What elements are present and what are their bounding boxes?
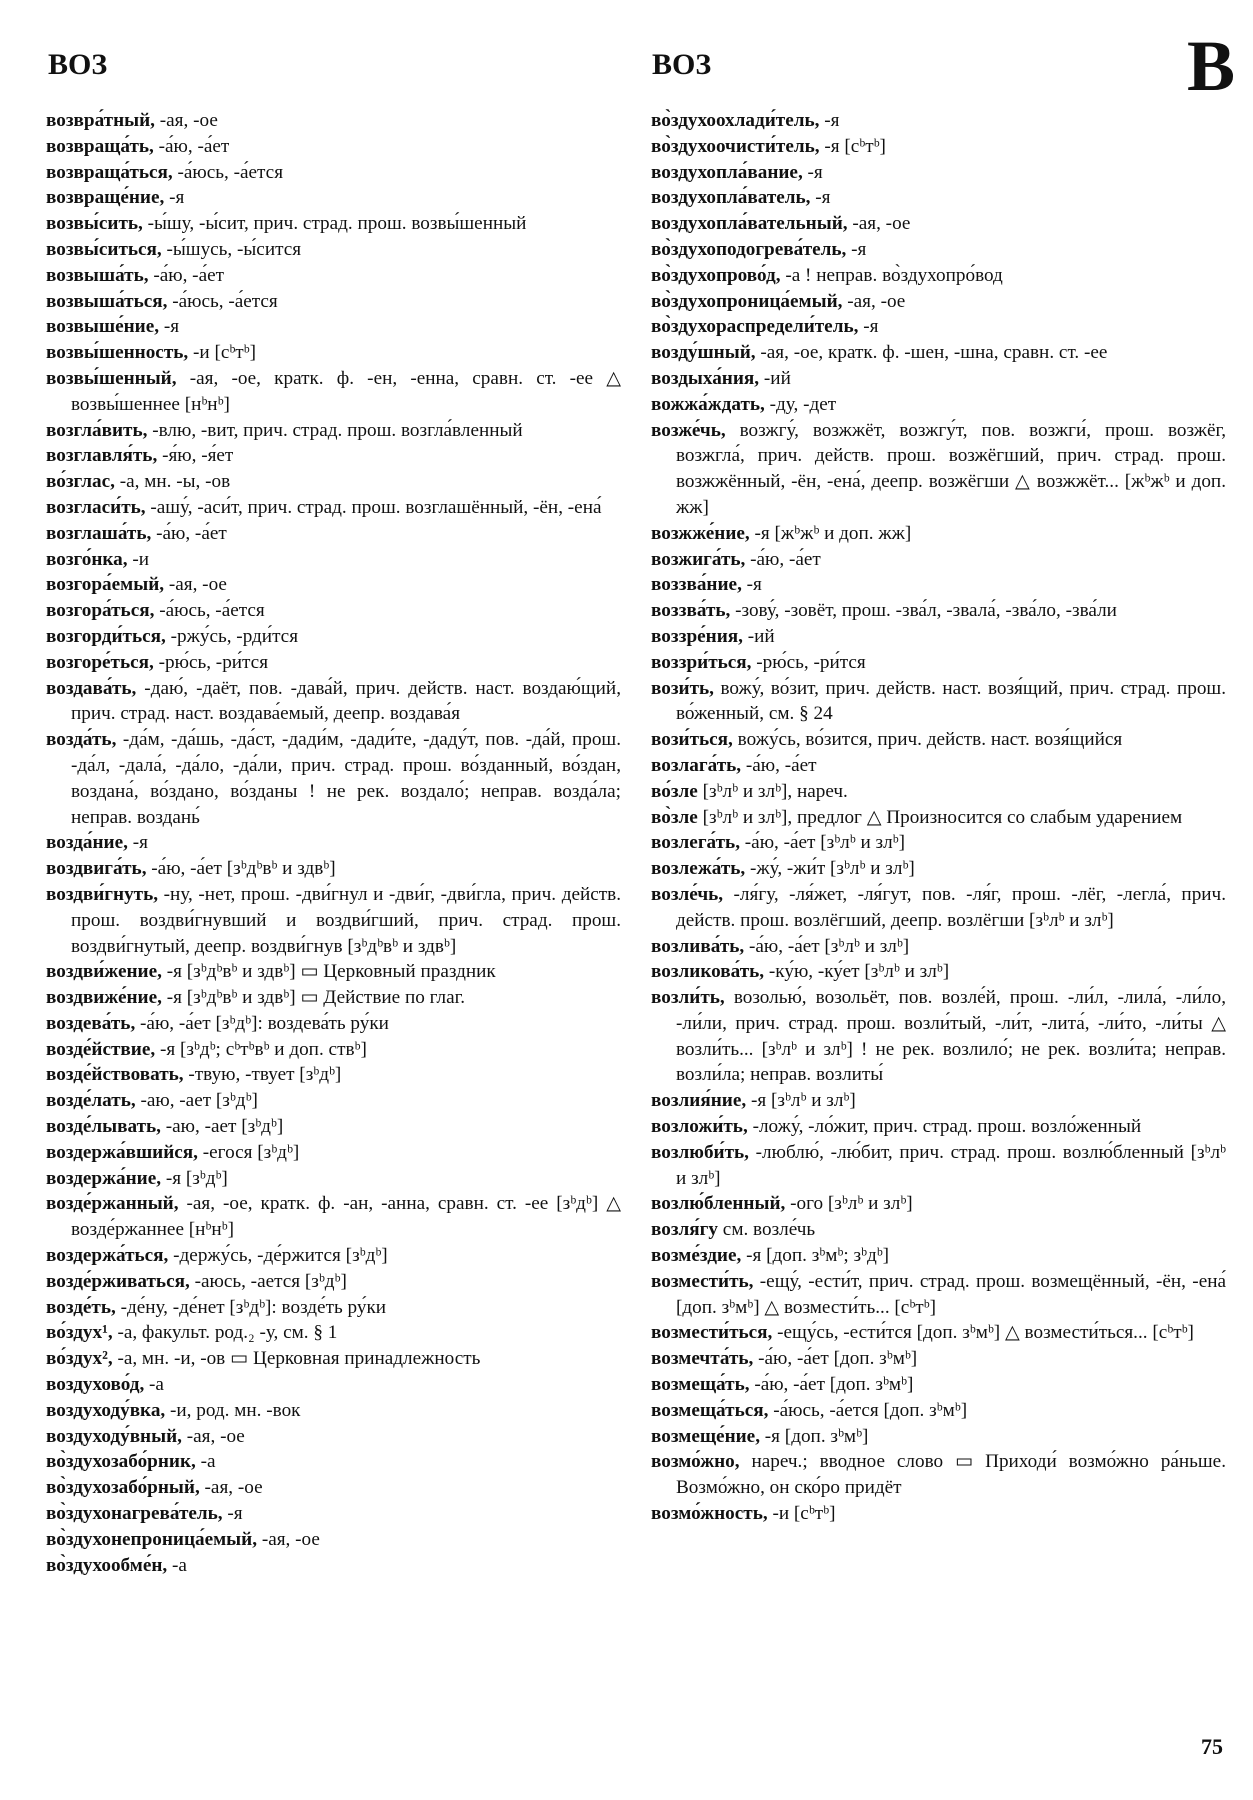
page-number: 75 xyxy=(1201,1734,1223,1759)
entry-body: -аю, -ает [зᵇдᵇ] xyxy=(160,1116,284,1138)
entry-headword: во́зле xyxy=(651,780,698,802)
dictionary-entry xyxy=(46,1011,621,1037)
entry-headword: возмеща́ться, xyxy=(651,1399,769,1421)
entry-headword: возвы́шенность, xyxy=(46,342,189,364)
entry-headword: возгора́ться, xyxy=(46,600,155,622)
entry-body: -а́ю, -а́ет [зᵇдᵇвᵇ и здвᵇ] xyxy=(146,858,336,880)
dictionary-entry xyxy=(46,211,621,237)
dictionary-entry xyxy=(46,1475,621,1501)
dictionary-entry xyxy=(46,1527,621,1553)
dictionary-entry xyxy=(651,1372,1226,1398)
dictionary-entry xyxy=(651,185,1226,211)
entry-headword: воздержа́вшийся, xyxy=(46,1141,198,1163)
entry-body: -а́юсь, -а́ется xyxy=(172,161,284,183)
entry-body: -я [сᵇтᵇ] xyxy=(819,135,886,157)
dictionary-entry xyxy=(651,1088,1226,1114)
dictionary-entry xyxy=(651,650,1226,676)
entry-headword: возвраща́ться, xyxy=(46,161,173,183)
entry-headword: во̀здухоочисти́тель, xyxy=(651,135,820,157)
right-column xyxy=(651,108,1226,1527)
entry-headword: возлива́ть, xyxy=(651,935,745,957)
dictionary-entry xyxy=(46,1140,621,1166)
entry-headword: во̀здухозабо́рный, xyxy=(46,1477,200,1499)
dictionary-entry xyxy=(46,108,621,134)
dictionary-entry xyxy=(46,1346,621,1372)
entry-body: -я xyxy=(159,316,180,338)
dictionary-entry xyxy=(46,1295,621,1321)
entry-headword: во̀здухоохлади́тель, xyxy=(651,110,820,131)
entry-headword: возде́ть, xyxy=(46,1296,116,1318)
entry-body: -а́ю, -а́ет [зᵇлᵇ и злᵇ] xyxy=(740,832,906,854)
entry-headword: возлия́ние, xyxy=(651,1090,747,1112)
entry-body: -люблю́, -лю́бит, прич. страд. прош. возлю́бленный [зᵇлᵇ и злᵇ] xyxy=(676,1141,1226,1189)
entry-headword: возвыша́ться, xyxy=(46,290,168,312)
entry-headword: возмо́жность, xyxy=(651,1503,768,1525)
entry-headword: во́здух¹, xyxy=(46,1322,113,1344)
entry-body: см. возле́чь xyxy=(718,1219,816,1241)
entry-headword: возвра́тный, xyxy=(46,110,155,131)
dictionary-entry xyxy=(651,134,1226,160)
dictionary-entry xyxy=(651,779,1226,805)
entry-headword: воздви́жение, xyxy=(46,961,162,983)
entry-body: -ложу́, -ло́жит, прич. страд. прош. возло́женный xyxy=(747,1116,1142,1138)
entry-body: нареч.; вводное слово ▭ Приходи́ возмо́жно ра́ньше. Возмо́жно, он ско́ро придёт xyxy=(676,1451,1226,1499)
entry-headword: возмо́жно, xyxy=(651,1451,740,1473)
entry-headword: возгора́емый, xyxy=(46,574,165,596)
dictionary-entry xyxy=(651,160,1226,186)
dictionary-entry xyxy=(46,882,621,959)
entry-body: -а́ю, -а́ет xyxy=(153,135,230,157)
entry-body: -я xyxy=(819,110,840,131)
dictionary-entry xyxy=(651,108,1226,134)
entry-body: -и [сᵇтᵇ] xyxy=(188,342,256,364)
entry-body: -ая, -ое xyxy=(199,1477,263,1499)
entry-body: -я [зᵇдᵇ; сᵇтᵇвᵇ и доп. ствᵇ] xyxy=(155,1038,367,1060)
entry-headword: воздева́ть, xyxy=(46,1012,136,1034)
entry-body: -влю, -вит, прич. страд. прош. возгла́вленный xyxy=(147,419,523,441)
dictionary-entry xyxy=(46,418,621,444)
entry-headword: во̀здухонагрева́тель, xyxy=(46,1503,223,1525)
entry-body: -я [жᵇжᵇ и доп. жж] xyxy=(749,522,912,544)
dictionary-entry xyxy=(651,856,1226,882)
entry-body: -а́ю, -а́ет xyxy=(151,522,227,544)
entry-body: -а ! неправ. во̀здухопро́вод xyxy=(780,264,1003,286)
dictionary-entry xyxy=(46,289,621,315)
entry-headword: возглаша́ть, xyxy=(46,522,152,544)
entry-headword: во̀здухозабо́рник, xyxy=(46,1451,196,1473)
entry-body: вожу́, во́зит, прич. действ. наст. возя́щий, прич. страд. прош. во́женный, см. § 24 xyxy=(676,677,1226,725)
entry-body: -и, род. мн. -вок xyxy=(165,1399,301,1421)
entry-headword: воззри́ться, xyxy=(651,651,752,673)
dictionary-entry xyxy=(651,1449,1226,1501)
entry-body: -ая, -ое xyxy=(181,1425,245,1447)
entry-headword: возду́шный, xyxy=(651,342,756,364)
dictionary-entry xyxy=(651,1114,1226,1140)
dictionary-entry xyxy=(46,547,621,573)
dictionary-entry xyxy=(651,1191,1226,1217)
dictionary-entry xyxy=(46,1398,621,1424)
entry-headword: возгла́вить, xyxy=(46,419,148,441)
dictionary-entry xyxy=(46,185,621,211)
entry-body: -и xyxy=(127,548,150,570)
entry-body: -а́ю, -а́ет [зᵇдᵇ]: воздева́ть ру́ки xyxy=(135,1012,389,1034)
dictionary-entry xyxy=(651,805,1226,831)
entry-body: -я [зᵇдᵇвᵇ и здвᵇ] ▭ Действие по глаг. xyxy=(161,987,466,1009)
entry-body: -ая, -ое, кратк. ф. -шен, -шна, сравн. ст. -ее xyxy=(755,342,1108,364)
entry-headword: возвраще́ние, xyxy=(46,187,165,209)
entry-body: -а, факульт. род.₂ -у, см. § 1 xyxy=(112,1322,338,1344)
entry-body: -а́ю, -а́ет xyxy=(741,754,817,776)
entry-body: -рю́сь, -ри́тся xyxy=(153,651,269,673)
dictionary-entry xyxy=(46,676,621,728)
entry-headword: возде́йствовать, xyxy=(46,1064,184,1086)
entry-headword: воздыха́ния, xyxy=(651,367,760,389)
dictionary-entry xyxy=(46,598,621,624)
entry-headword: возвраща́ть, xyxy=(46,135,154,157)
dictionary-entry xyxy=(46,263,621,289)
entry-body: -а xyxy=(195,1451,216,1473)
entry-headword: возложи́ть, xyxy=(651,1116,748,1138)
entry-headword: возвы́ситься, xyxy=(46,238,162,260)
entry-body: -жу́, -жи́т [зᵇлᵇ и злᵇ] xyxy=(745,858,915,880)
entry-body: -я xyxy=(846,238,867,260)
entry-body: -я xyxy=(741,574,762,596)
entry-headword: возвыше́ние, xyxy=(46,316,160,338)
entry-body: -ая, -ое, кратк. ф. -ен, -енна, сравн. ст. -ее △ возвы́шеннее [нᵇнᵇ] xyxy=(71,367,621,415)
entry-headword: во̀здухораспредели́тель, xyxy=(651,316,859,338)
entry-body: -даю́, -даёт, пов. -дава́й, прич. действ. наст. воздаю́щий, прич. страд. наст. воздава́емый, деепр. воздава́я xyxy=(71,677,621,725)
dictionary-entry xyxy=(46,1320,621,1346)
entry-body: -а́ю, -а́ет xyxy=(745,548,821,570)
entry-body: -а́юсь, -а́ется xyxy=(167,290,278,312)
entry-body: -ы́шусь, -ы́сится xyxy=(161,238,302,260)
entry-body: -я [зᵇлᵇ и злᵇ] xyxy=(746,1090,856,1112)
entry-body: [зᵇлᵇ и злᵇ], предлог △ Произносится со слабым ударением xyxy=(697,806,1183,828)
dictionary-entry xyxy=(651,1424,1226,1450)
entry-headword: возлега́ть, xyxy=(651,832,740,854)
entry-body: -а xyxy=(167,1554,187,1576)
entry-body: -ий xyxy=(742,625,775,647)
entry-headword: возжига́ть, xyxy=(651,548,746,570)
dictionary-entry xyxy=(46,237,621,263)
dictionary-entry xyxy=(651,624,1226,650)
entry-headword: возликова́ть, xyxy=(651,961,765,983)
dictionary-entry xyxy=(651,366,1226,392)
dictionary-entry xyxy=(46,985,621,1011)
entry-body: -я xyxy=(802,161,823,183)
dictionary-entry xyxy=(651,314,1226,340)
entry-body: -ля́гу, -ля́жет, -ля́гут, пов. -ля́г, прош. -лёг, -легла́, прич. действ. прош. возлёгший, деепр. возлёгши [зᵇлᵇ и злᵇ] xyxy=(676,883,1226,931)
dictionary-entry xyxy=(46,469,621,495)
dictionary-entry xyxy=(651,598,1226,624)
entry-body: -да́м, -да́шь, -да́ст, -дади́м, -дади́те, -даду́т, пов. -да́й, прош. -да́л, -дала́, -да́ло, -да́ли, прич. страд. прош. во́зданный, во́здан, воздана́, во́здано, во́зданы ! не рек. воздало́; неправ. возда́ла; неправ. воздань́ xyxy=(71,729,621,828)
dictionary-entry xyxy=(46,366,621,418)
entry-body: -а́ю, -а́ет [доп. зᵇмᵇ] xyxy=(749,1374,914,1396)
entry-headword: возмести́ться, xyxy=(651,1322,773,1344)
section-letter: В xyxy=(1186,26,1235,106)
entry-body: -ая, -ое xyxy=(842,290,906,312)
dictionary-entry xyxy=(651,1140,1226,1192)
entry-body: -а́ю, -а́ет xyxy=(148,264,224,286)
dictionary-entry xyxy=(46,1088,621,1114)
dictionary-entry xyxy=(651,1398,1226,1424)
entry-body: -ржу́сь, -рди́тся xyxy=(165,625,299,647)
entry-body: -я xyxy=(127,832,148,854)
entry-body: -а́юсь, -а́ется [доп. зᵇмᵇ] xyxy=(768,1399,968,1421)
dictionary-entry xyxy=(46,1269,621,1295)
dictionary-entry xyxy=(46,340,621,366)
entry-body: -ещу́сь, -ести́тся [доп. зᵇмᵇ] △ возмести́ться... [сᵇтᵇ] xyxy=(772,1322,1194,1344)
entry-headword: во̀здухопрово́д, xyxy=(651,264,781,286)
entry-headword: во̀здухопроница́емый, xyxy=(651,290,843,312)
dictionary-entry xyxy=(651,263,1226,289)
entry-body: -ого [зᵇлᵇ и злᵇ] xyxy=(785,1193,913,1215)
entry-headword: возмеще́ние, xyxy=(651,1425,760,1447)
entry-body: -а, мн. -ы, -ов xyxy=(114,471,231,493)
dictionary-entry xyxy=(651,1269,1226,1321)
entry-headword: возде́ржанный, xyxy=(46,1193,179,1215)
entry-headword: возглавля́ть, xyxy=(46,445,158,467)
dictionary-entry xyxy=(46,727,621,830)
entry-headword: возгорди́ться, xyxy=(46,625,166,647)
entry-headword: воздви́гнуть, xyxy=(46,883,159,905)
entry-headword: возде́йствие, xyxy=(46,1038,156,1060)
dictionary-entry xyxy=(46,1166,621,1192)
dictionary-entry xyxy=(46,314,621,340)
entry-body: -а́юсь, -а́ется xyxy=(154,600,265,622)
entry-body: -ду, -дет xyxy=(764,393,837,415)
entry-headword: возжже́ние, xyxy=(651,522,750,544)
entry-headword: возда́ние, xyxy=(46,832,128,854)
dictionary-entry xyxy=(651,959,1226,985)
entry-headword: воззре́ния, xyxy=(651,625,743,647)
entry-headword: вози́ться, xyxy=(651,729,733,751)
dictionary-entry xyxy=(46,572,621,598)
dictionary-entry xyxy=(651,1320,1226,1346)
dictionary-entry xyxy=(651,392,1226,418)
dictionary-entry xyxy=(46,443,621,469)
dictionary-entry xyxy=(46,1553,621,1579)
entry-headword: возвы́сить, xyxy=(46,213,143,235)
dictionary-entry xyxy=(46,1114,621,1140)
dictionary-entry xyxy=(46,830,621,856)
dictionary-entry xyxy=(651,521,1226,547)
entry-headword: воздвига́ть, xyxy=(46,858,147,880)
entry-headword: возмечта́ть, xyxy=(651,1348,754,1370)
entry-headword: воздержа́ние, xyxy=(46,1167,162,1189)
dictionary-entry xyxy=(651,572,1226,598)
entry-body: -я xyxy=(810,187,831,209)
entry-headword: возвы́шенный, xyxy=(46,367,177,389)
entry-headword: возже́чь, xyxy=(651,419,726,441)
dictionary-entry xyxy=(46,521,621,547)
entry-body: -я xyxy=(222,1503,243,1525)
entry-headword: воздухопла́ватель, xyxy=(651,187,811,209)
dictionary-entry xyxy=(651,830,1226,856)
entry-body: -ы́шу, -ы́сит, прич. страд. прош. возвы́шенный xyxy=(142,213,527,235)
dictionary-entry xyxy=(651,289,1226,315)
entry-body: -я́ю, -я́ет xyxy=(157,445,234,467)
entry-headword: во́здух², xyxy=(46,1348,113,1370)
entry-body: -ку́ю, -ку́ет [зᵇлᵇ и злᵇ] xyxy=(764,961,950,983)
entry-headword: воздава́ть, xyxy=(46,677,137,699)
entry-headword: возлага́ть, xyxy=(651,754,742,776)
entry-body: возолью́, возольёт, пов. возле́й, прош. -ли́л, -лила́, -ли́ло, -ли́ли, прич. страд. прош. возли́тый, -ли́т, -лита́, -ли́то, -ли́ты △ возли́ть... [зᵇлᵇ и злᵇ] ! не рек. возлило́; не рек. возли́та; неправ. возли́ла; неправ. возлиты́ xyxy=(676,987,1226,1086)
entry-headword: воздуходу́вный, xyxy=(46,1425,182,1447)
dictionary-entry xyxy=(651,1217,1226,1243)
dictionary-entry xyxy=(651,676,1226,728)
dictionary-entry xyxy=(46,624,621,650)
entry-headword: возде́лать, xyxy=(46,1090,136,1112)
entry-headword: во̀зле xyxy=(651,806,698,828)
entry-headword: воздуходу́вка, xyxy=(46,1399,166,1421)
running-head-right: ВОЗ xyxy=(652,48,712,81)
dictionary-entry xyxy=(651,753,1226,779)
entry-body: -ий xyxy=(759,367,791,389)
entry-headword: возмести́ть, xyxy=(651,1270,754,1292)
entry-body: -рю́сь, -ри́тся xyxy=(751,651,866,673)
entry-body: -ая, -ое xyxy=(257,1528,320,1550)
entry-headword: возда́ть, xyxy=(46,729,117,751)
entry-headword: вожжа́ждать, xyxy=(651,393,765,415)
entry-body: -аю, -ает [зᵇдᵇ] xyxy=(135,1090,258,1112)
entry-body: -я [доп. зᵇмᵇ; зᵇдᵇ] xyxy=(741,1245,890,1267)
left-column xyxy=(46,108,621,1578)
entry-body: -я xyxy=(164,187,185,209)
entry-headword: возвыша́ть, xyxy=(46,264,149,286)
dictionary-entry xyxy=(46,1449,621,1475)
entry-headword: возго́нка, xyxy=(46,548,128,570)
dictionary-entry xyxy=(46,1372,621,1398)
dictionary-entry xyxy=(46,1243,621,1269)
entry-body: -ая, -ое xyxy=(847,213,911,235)
dictionary-entry xyxy=(46,856,621,882)
dictionary-entry xyxy=(651,237,1226,263)
entry-body: -ая, -ое xyxy=(164,574,227,596)
dictionary-entry xyxy=(651,1346,1226,1372)
entry-body: -я xyxy=(858,316,879,338)
running-head-left: ВОЗ xyxy=(48,48,108,81)
entry-headword: возле́чь, xyxy=(651,883,724,905)
entry-body: -твую, -твует [зᵇдᵇ] xyxy=(183,1064,342,1086)
dictionary-entry xyxy=(651,1501,1226,1527)
entry-headword: воздухопла́вательный, xyxy=(651,213,848,235)
entry-body: -а́ю, -а́ет [доп. зᵇмᵇ] xyxy=(753,1348,918,1370)
entry-body: -зову́, -зовёт, прош. -зва́л, -звала́, -зва́ло, -зва́ли xyxy=(730,600,1117,622)
entry-body: -ашу́, -аси́т, прич. страд. прош. возглашённый, -ён, -ена́ xyxy=(145,496,602,518)
entry-headword: возлежа́ть, xyxy=(651,858,746,880)
dictionary-entry xyxy=(651,934,1226,960)
entry-body: -егося [зᵇдᵇ] xyxy=(197,1141,300,1163)
entry-headword: возде́рживаться, xyxy=(46,1270,190,1292)
entry-headword: воздержа́ться, xyxy=(46,1245,169,1267)
entry-body: -а, мн. -и, -ов ▭ Церковная принадлежность xyxy=(112,1348,481,1370)
entry-body: -держу́сь, -де́ржится [зᵇдᵇ] xyxy=(168,1245,388,1267)
dictionary-entry xyxy=(651,727,1226,753)
entry-headword: воззва́ть, xyxy=(651,600,731,622)
dictionary-entry xyxy=(46,134,621,160)
dictionary-entry xyxy=(651,340,1226,366)
entry-headword: во̀здухоподогрева́тель, xyxy=(651,238,847,260)
entry-body: -де́ну, -де́нет [зᵇдᵇ]: возде́ть ру́ки xyxy=(115,1296,387,1318)
entry-headword: возлюби́ть, xyxy=(651,1141,749,1163)
entry-headword: во̀здухонепроница́емый, xyxy=(46,1528,258,1550)
dictionary-entry xyxy=(46,1191,621,1243)
entry-body: -я [зᵇдᵇ] xyxy=(161,1167,228,1189)
entry-body: -ая, -ое, кратк. ф. -ан, -анна, сравн. ст. -ее [зᵇдᵇ] △ возде́ржаннее [нᵇнᵇ] xyxy=(71,1193,621,1241)
dictionary-entry xyxy=(46,1062,621,1088)
entry-body: -ая, -ое xyxy=(154,110,218,131)
entry-body: -я [зᵇдᵇвᵇ и здвᵇ] ▭ Церковный праздник xyxy=(161,961,496,983)
dictionary-entry xyxy=(46,160,621,186)
dictionary-entry xyxy=(651,1243,1226,1269)
entry-body: [зᵇлᵇ и злᵇ], нареч. xyxy=(697,780,848,802)
dictionary-entry xyxy=(651,985,1226,1088)
entry-body: возжгу́, возжжёт, возжгу́т, пов. возжги́, прош. возжёг, возжгла́, прич. действ. прош. возжёгший, прич. страд. прош. возжжённый, -ён, -ена́, деепр. возжёгши △ возжжёт... [жᵇжᵇ и доп. жж] xyxy=(676,419,1226,518)
entry-body: -ну, -нет, прош. -дви́гнул и -дви́г, -дви́гла, прич. действ. прош. воздви́гнувший и воздви́гший, прич. страд. прош. воздви́гнутый, деепр. воздви́гнув [зᵇдᵇвᵇ и здвᵇ] xyxy=(71,883,621,957)
entry-headword: возгоре́ться, xyxy=(46,651,154,673)
entry-headword: во́зглас, xyxy=(46,471,115,493)
entry-headword: возлю́бленный, xyxy=(651,1193,786,1215)
entry-headword: воздухопла́вание, xyxy=(651,161,803,183)
entry-headword: возгласи́ть, xyxy=(46,496,146,518)
dictionary-entry xyxy=(46,1501,621,1527)
entry-body: -аюсь, -ается [зᵇдᵇ] xyxy=(189,1270,347,1292)
dictionary-entry xyxy=(46,959,621,985)
entry-headword: воздвиже́ние, xyxy=(46,987,162,1009)
dictionary-entry xyxy=(46,1424,621,1450)
dictionary-entry xyxy=(651,882,1226,934)
dictionary-entry xyxy=(46,650,621,676)
entry-headword: воздухово́д, xyxy=(46,1374,145,1396)
entry-headword: возде́лывать, xyxy=(46,1116,161,1138)
entry-body: -и [сᵇтᵇ] xyxy=(767,1503,836,1525)
entry-headword: вози́ть, xyxy=(651,677,714,699)
dictionary-entry xyxy=(46,1037,621,1063)
entry-body: -я [доп. зᵇмᵇ] xyxy=(760,1425,869,1447)
entry-headword: возля́гу xyxy=(651,1219,718,1241)
entry-body: -ещу́, -ести́т, прич. страд. прош. возмещённый, -ён, -ена́ [доп. зᵇмᵇ] △ возмести́ть... [сᵇтᵇ] xyxy=(676,1270,1226,1318)
entry-headword: возме́здие, xyxy=(651,1245,742,1267)
dictionary-entry xyxy=(651,547,1226,573)
entry-body: -а́ю, -а́ет [зᵇлᵇ и злᵇ] xyxy=(744,935,910,957)
entry-headword: воззва́ние, xyxy=(651,574,742,596)
dictionary-entry xyxy=(651,418,1226,521)
entry-headword: во̀здухообме́н, xyxy=(46,1554,168,1576)
entry-body: вожу́сь, во́зится, прич. действ. наст. возя́щийся xyxy=(732,729,1123,751)
dictionary-entry xyxy=(651,211,1226,237)
entry-body: -а xyxy=(144,1374,164,1396)
dictionary-entry xyxy=(46,495,621,521)
entry-headword: возмеща́ть, xyxy=(651,1374,750,1396)
entry-headword: возли́ть, xyxy=(651,987,725,1009)
